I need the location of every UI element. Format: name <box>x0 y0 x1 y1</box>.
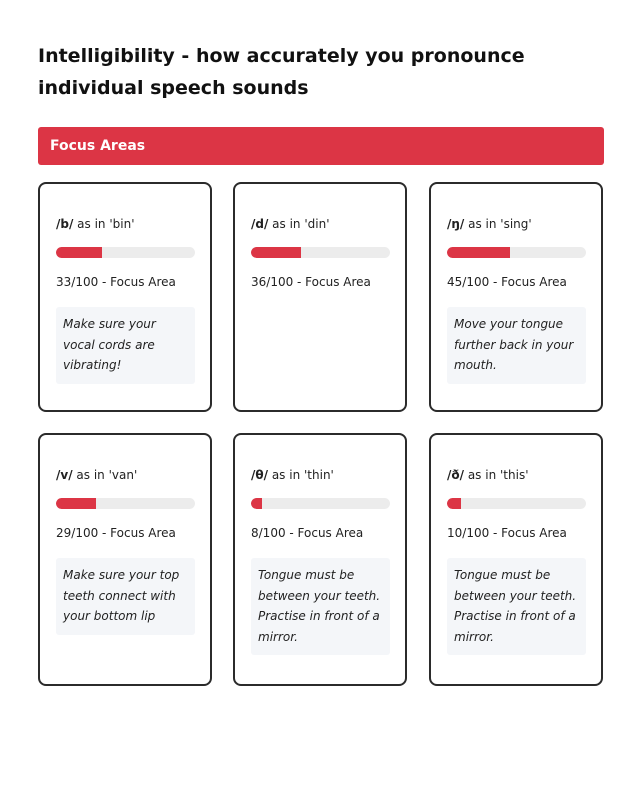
score-text: 45/100 - Focus Area <box>447 275 567 289</box>
sound-label <box>447 217 532 231</box>
score-bar-track <box>56 498 195 509</box>
tip-box: Move your tongue further back in your mouth. <box>447 307 586 384</box>
section-label: Focus Areas <box>50 138 146 154</box>
score-text: 8/100 - Focus Area <box>251 526 364 540</box>
sound-card-eth <box>429 433 603 686</box>
score-text: 33/100 - Focus Area <box>56 275 176 289</box>
score-bar-fill <box>56 247 102 258</box>
sound-card-theta <box>233 433 407 686</box>
sound-label <box>251 468 334 482</box>
sound-label <box>447 468 529 482</box>
score-text: 29/100 - Focus Area <box>56 526 176 540</box>
phoneme-symbol: /v/ <box>56 468 73 482</box>
score-bar-fill <box>56 498 96 509</box>
sound-label <box>56 468 137 482</box>
page-title: Intelligibility - how accurately you pronounce individual speech sounds <box>38 45 525 99</box>
score-bar-track <box>251 498 390 509</box>
phoneme-example: as in 'this' <box>464 468 529 482</box>
score-bar-track <box>447 247 586 258</box>
phoneme-symbol: /θ/ <box>251 468 269 482</box>
sound-card-d <box>233 182 407 412</box>
tip-box: Tongue must be between your teeth. Practise in front of a mirror. <box>447 558 586 655</box>
score-bar-track <box>447 498 586 509</box>
phoneme-example: as in 'din' <box>268 217 330 231</box>
score-bar-track <box>56 247 195 258</box>
phoneme-symbol: /b/ <box>56 217 74 231</box>
phoneme-symbol: /d/ <box>251 217 269 231</box>
sound-label <box>251 217 330 231</box>
phoneme-example: as in 'sing' <box>464 217 532 231</box>
phoneme-symbol: /ŋ/ <box>447 217 465 231</box>
sound-card-b <box>38 182 212 412</box>
focus-areas-header <box>38 127 604 165</box>
tip-box: Make sure your vocal cords are vibrating! <box>56 307 195 384</box>
phoneme-symbol: /ð/ <box>447 468 465 482</box>
score-bar-track <box>251 247 390 258</box>
score-bar-fill <box>251 498 262 509</box>
phoneme-example: as in 'bin' <box>73 217 135 231</box>
score-text: 36/100 - Focus Area <box>251 275 371 289</box>
sound-label <box>56 217 135 231</box>
score-bar-fill <box>447 247 510 258</box>
phoneme-example: as in 'thin' <box>268 468 334 482</box>
score-text: 10/100 - Focus Area <box>447 526 567 540</box>
score-bar-fill <box>251 247 301 258</box>
tip-box: Make sure your top teeth connect with your bottom lip <box>56 558 195 635</box>
sound-card-ng <box>429 182 603 412</box>
phoneme-example: as in 'van' <box>72 468 138 482</box>
score-bar-fill <box>447 498 461 509</box>
sound-card-v <box>38 433 212 686</box>
tip-box: Tongue must be between your teeth. Practise in front of a mirror. <box>251 558 390 655</box>
